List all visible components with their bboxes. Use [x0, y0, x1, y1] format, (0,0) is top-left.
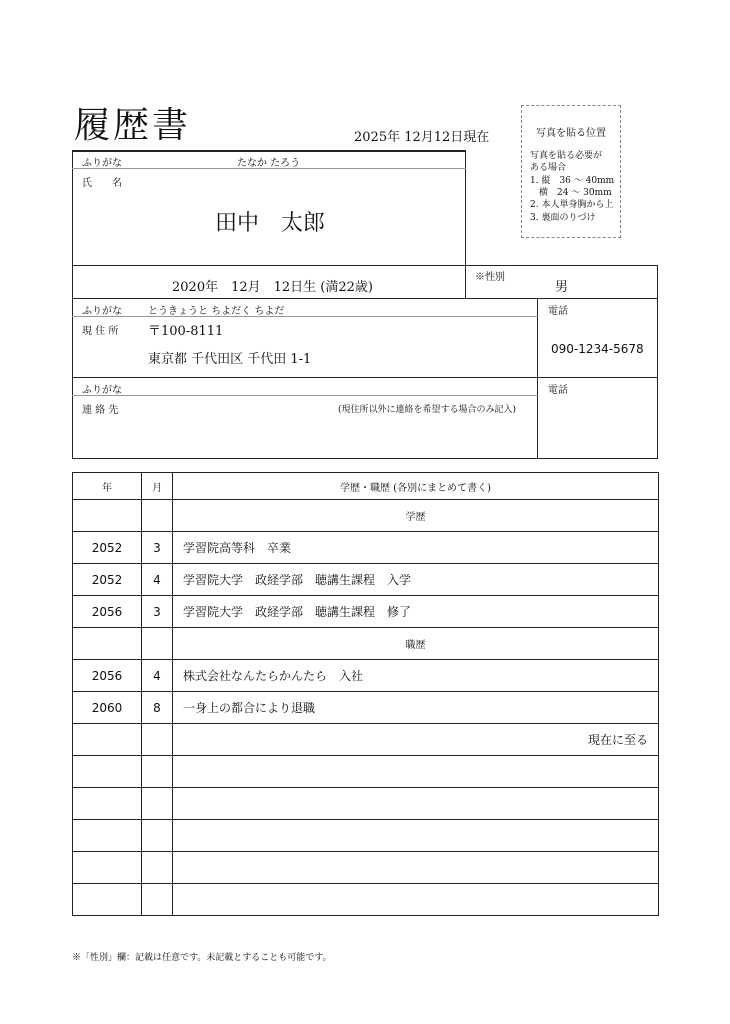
history-month-cell: 8	[142, 692, 173, 724]
history-row	[73, 628, 659, 660]
name-box-top-border	[72, 150, 466, 152]
history-row	[73, 532, 659, 564]
history-year-cell	[73, 820, 142, 852]
history-year-cell: 2052	[73, 564, 142, 596]
history-row	[73, 788, 659, 820]
address-furigana-label: ふりがな	[82, 306, 122, 317]
history-month-cell: 4	[142, 564, 173, 596]
history-content-cell: 株式会社なんたらかんたら 入社	[173, 660, 659, 692]
right-outer-border	[657, 265, 658, 459]
phone-label: 電話	[548, 306, 568, 317]
contact-furigana-label: ふりがな	[82, 385, 122, 396]
history-month-cell	[142, 500, 173, 532]
birth-date-value: 2020年 12月 12日生 (満22歳)	[172, 280, 373, 295]
history-body	[73, 500, 659, 916]
history-row	[73, 596, 659, 628]
photo-box-line: 3. 裏面のりづけ	[530, 213, 596, 223]
history-row	[73, 884, 659, 916]
contact-note: (現住所以外に連絡を希望する場合のみ記入)	[338, 405, 517, 415]
history-row	[73, 692, 659, 724]
address-label: 現 住 所	[82, 326, 119, 337]
history-content-cell	[173, 884, 659, 916]
history-content-cell: 学歴	[173, 500, 659, 532]
history-month-cell: 3	[142, 596, 173, 628]
contact-phone-label: 電話	[548, 385, 568, 396]
history-content-cell: 職歴	[173, 628, 659, 660]
history-row	[73, 724, 659, 756]
document-date: 2025年 12月12日現在	[354, 130, 490, 145]
address-top-border	[72, 298, 658, 299]
footnote: ※「性別」欄：記載は任意です。未記載とすることも可能です。	[72, 953, 332, 963]
gender-value: 男	[555, 280, 569, 295]
phone-value: 090-1234-5678	[551, 342, 644, 356]
address-phone-divider	[537, 298, 538, 459]
history-row	[73, 564, 659, 596]
history-month-cell	[142, 628, 173, 660]
history-header-content: 学歴・職歴 (各別にまとめて書く)	[173, 473, 659, 500]
history-year-cell	[73, 852, 142, 884]
address-furigana-value: とうきょうと ちよだく ちよだ	[148, 306, 285, 317]
name-box-left-border	[72, 150, 73, 298]
history-year-cell	[73, 884, 142, 916]
birth-row-top-border	[72, 265, 658, 266]
history-content-cell: 学習院大学 政経学部 聴講生課程 修了	[173, 596, 659, 628]
history-year-cell	[73, 724, 142, 756]
postal-code: 〒100-8111	[148, 324, 224, 339]
history-row	[73, 756, 659, 788]
history-content-cell: 一身上の都合により退職	[173, 692, 659, 724]
name-furigana-label: ふりがな	[82, 158, 122, 169]
history-month-cell	[142, 852, 173, 884]
history-year-cell: 2052	[73, 532, 142, 564]
history-year-cell	[73, 628, 142, 660]
history-header-row	[73, 473, 659, 500]
history-row	[73, 820, 659, 852]
history-content-cell: 学習院大学 政経学部 聴講生課程 入学	[173, 564, 659, 596]
photo-placeholder-box	[521, 105, 621, 238]
history-year-cell	[73, 756, 142, 788]
photo-box-line: 横 24 〜 30mm	[530, 188, 612, 198]
education-work-history-table	[72, 472, 659, 916]
history-year-cell: 2056	[73, 596, 142, 628]
name-label: 氏 名	[82, 178, 122, 189]
birth-gender-divider	[465, 265, 466, 299]
history-content-cell: 現在に至る	[173, 724, 659, 756]
photo-box-title: 写真を貼る位置	[536, 128, 606, 139]
document-title: 履歴書	[74, 105, 192, 146]
history-header-year: 年	[73, 473, 142, 500]
history-content-cell: 学習院高等科 卒業	[173, 532, 659, 564]
address-furigana-divider	[72, 316, 538, 317]
photo-box-line: 写真を貼る必要が	[530, 151, 603, 161]
history-row	[73, 852, 659, 884]
contact-furigana-divider	[72, 395, 538, 396]
contact-label: 連 絡 先	[82, 405, 119, 416]
history-header-month: 月	[142, 473, 173, 500]
contact-top-border	[72, 377, 658, 378]
address-value: 東京都 千代田区 千代田 1-1	[148, 352, 312, 367]
gender-label: ※性別	[475, 272, 505, 283]
history-month-cell	[142, 788, 173, 820]
photo-box-line: 2. 本人単身胸から上	[530, 200, 614, 210]
name-furigana-value: たなか たろう	[237, 158, 301, 169]
history-month-cell	[142, 820, 173, 852]
history-content-cell	[173, 756, 659, 788]
history-content-cell	[173, 852, 659, 884]
history-year-cell: 2056	[73, 660, 142, 692]
history-year-cell	[73, 500, 142, 532]
history-month-cell: 4	[142, 660, 173, 692]
history-content-cell	[173, 788, 659, 820]
history-year-cell	[73, 788, 142, 820]
history-row	[73, 660, 659, 692]
photo-box-line: 1. 縦 36 〜 40mm	[530, 176, 615, 186]
address-left-border	[72, 298, 73, 459]
history-month-cell	[142, 884, 173, 916]
history-month-cell: 3	[142, 532, 173, 564]
history-month-cell	[142, 724, 173, 756]
contact-bottom-border	[72, 458, 658, 459]
photo-box-line: ある場合	[530, 163, 567, 173]
history-row	[73, 500, 659, 532]
history-content-cell	[173, 820, 659, 852]
history-month-cell	[142, 756, 173, 788]
name-value: 田中 太郎	[215, 211, 326, 236]
history-year-cell: 2060	[73, 692, 142, 724]
